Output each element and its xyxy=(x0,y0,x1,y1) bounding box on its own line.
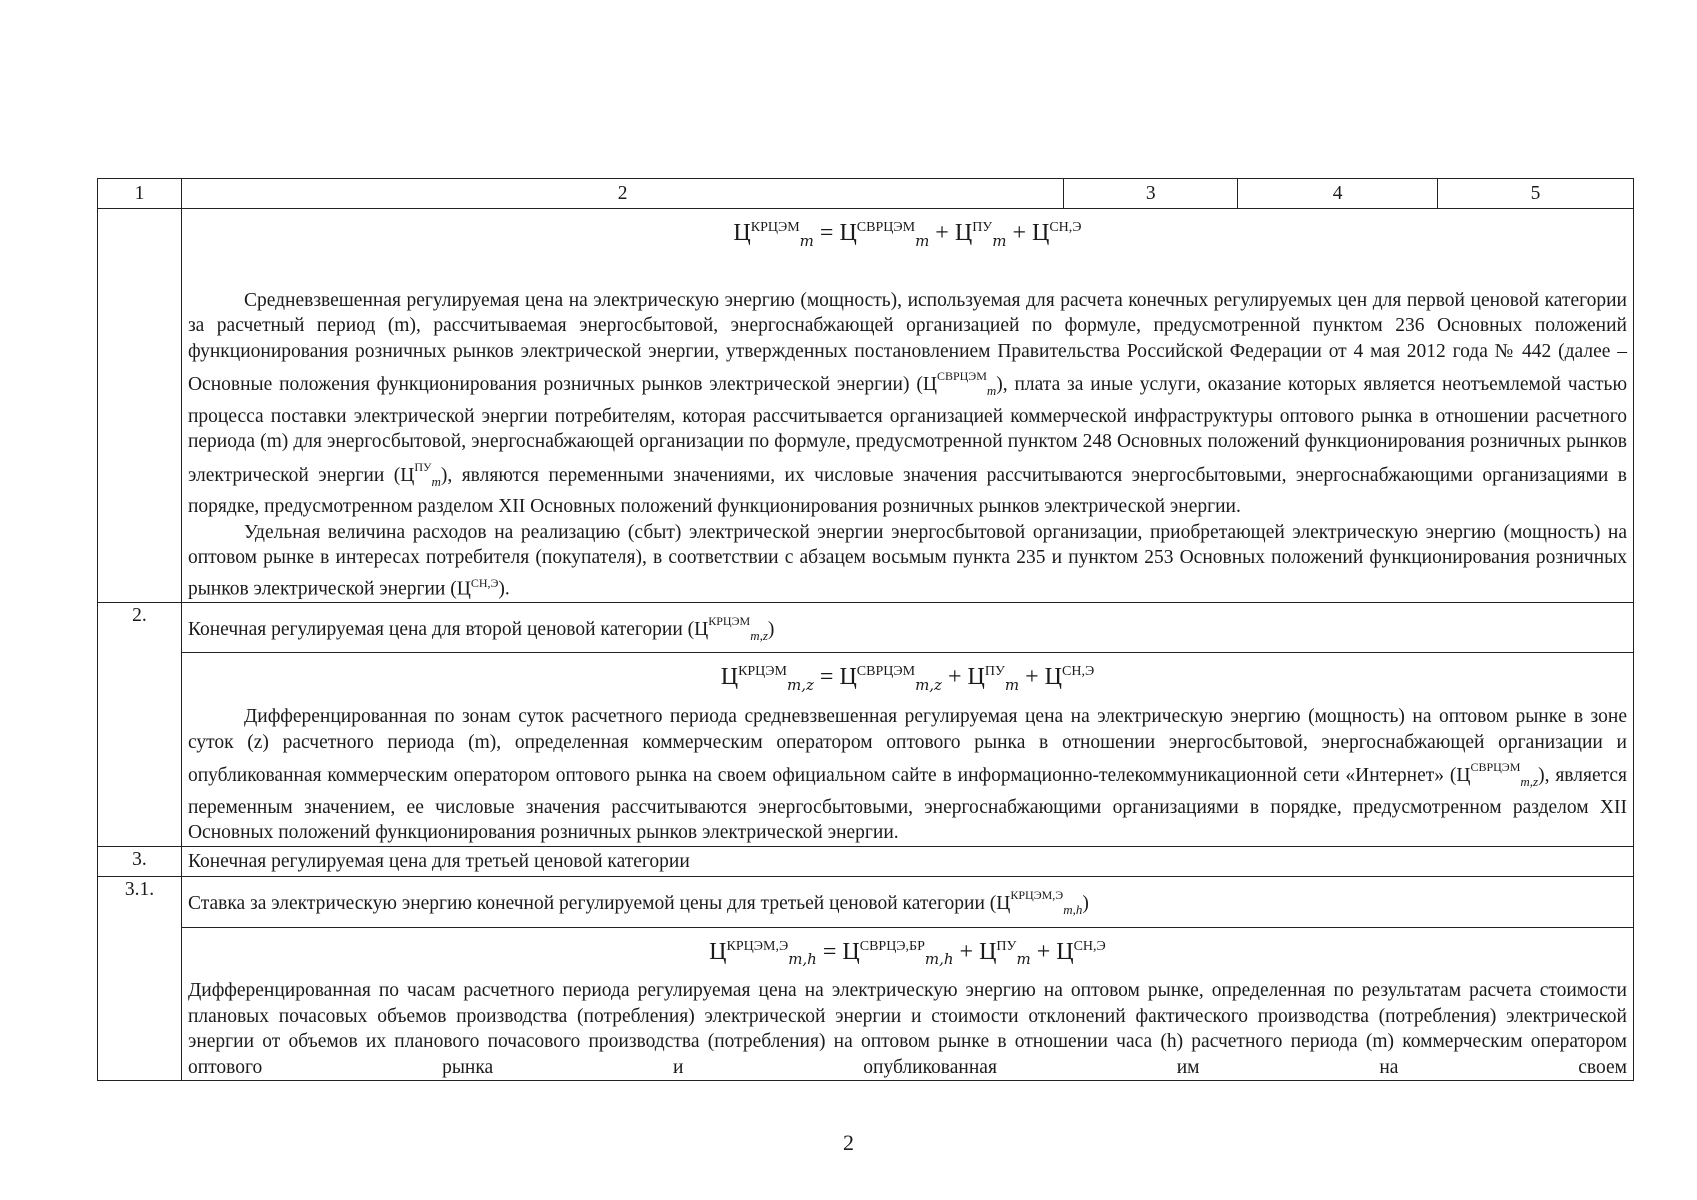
row-1-continuation xyxy=(98,209,1634,603)
page-number: 2 xyxy=(843,1130,854,1155)
row-2-number: 2. xyxy=(98,602,182,846)
row-3-1-title-cell: Ставка за электрическую энергию конечной регулируемой цены для третьей ценовой категории $(Ц^{КРЦЭМ,Э}_{m,h})$ xyxy=(181,877,1633,928)
row-3-1-paragraph: Дифференцированная по часам расчетного периода регулируемая цена на электрическую энергию на оптовом рынке, определенная по результатам расчета стоимости плановых почасовых объемов производства (потребления) электрической энергии и стоимости отклонений фактического производства (потребления) электрической энергии от объемов их планового почасового производства (потребления) на оптовом рынке в отношении часа (h) расчетного периода (m) коммерческим оператором оптового рынка и опубликованная им на своем xyxy=(187,980,1627,1078)
symbol-pu: $(Ц^{ПУ}_m)$ xyxy=(393,459,448,489)
row-1-paragraph-2: Удельная величина расходов на реализацию (сбыт) электрической энергии энергосбытовой организации, приобретающей электрическую энергию (мощность) на оптовом рынке в интересах потребителя (покупателя), в соответствии с абзацем восьмым пункта 235 и пунктом 253 Основных положений функционирования розничных рынков электрической энергии $(Ц^{СН,Э})$. xyxy=(187,521,1627,600)
header-col-5: 5 xyxy=(1438,179,1634,209)
row-3-1-body xyxy=(98,927,1634,1081)
row-2-title-cell: Конечная регулируемая цена для второй ценовой категории $(Ц^{КРЦЭМ}_{m,z})$ xyxy=(181,602,1633,653)
symbol-svrcem: $(Ц^{СВРЦЭМ}_m)$ xyxy=(916,369,1003,399)
header-row xyxy=(98,179,1634,209)
row-3-title: Конечная регулируемая цена для третьей ценовой категории xyxy=(181,846,1633,877)
row-1-number xyxy=(98,209,182,603)
row-2-body xyxy=(98,653,1634,846)
formula-third-category: $Ц^{КРЦЭМ,Э}_{m,h} = Ц^{СВРЦЭ,БР}_{m,h} + Ц^{ПУ}_m + Ц^{СН,Э}$ xyxy=(709,938,1106,969)
header-col-4: 4 xyxy=(1238,179,1438,209)
row-1-content xyxy=(181,209,1633,603)
formula-second-category: $Ц^{КРЦЭМ}_{m,z} = Ц^{СВРЦЭМ}_{m,z} + Ц^{ПУ}_m + Ц^{СН,Э}$ xyxy=(720,664,1095,695)
formula-first-category: $Ц^{КРЦЭМ}_m = Ц^{СВРЦЭМ}_m + Ц^{ПУ}_m + Ц^{СН,Э}$ xyxy=(733,220,1082,250)
row-3-1-title xyxy=(98,877,1634,928)
row-3-1-number: 3.1. xyxy=(98,877,182,1081)
row-2-title xyxy=(98,602,1634,653)
row-3 xyxy=(98,846,1634,877)
row-2-paragraph: Дифференцированная по зонам суток расчетного периода средневзвешенная регулируемая цена на электрическую энергию (мощность) на оптовом рынке в зоне суток (z) расчетного периода (m), определенная коммерческим оператором оптового рынка в отношении энергосбытовой, энергоснабжающей организации и опубликованная коммерческим оператором оптового рынка на своем официальном сайте в информационно-телекоммуникационной сети «Интернет» $(Ц^{СВРЦЭМ}_{m,z})$, является переменным значением, ее числовые значения рассчитываются энергосбытовыми, энергоснабжающими организациями в порядке, предусмотренном разделом XII Основных положений функционирования розничных рынков электрической энергии. xyxy=(187,706,1627,844)
header-col-1: 1 xyxy=(98,179,182,209)
header-col-3: 3 xyxy=(1064,179,1238,209)
tariff-table xyxy=(97,178,1634,1081)
row-2-content xyxy=(181,653,1633,846)
row-1-paragraph-1: Средневзвешенная регулируемая цена на электрическую энергию (мощность), используемая для расчета конечных регулируемых цен для первой ценовой категории за расчетный период (m), рассчитываемая энергосбытовой, энергоснабжающей организацией по формуле, предусмотренной пунктом 236 Основных положений функционирования розничных рынков электрической энергии, утвержденных постановлением Правительства Российской Федерации от 4 мая 2012 года № 442 (далее – Основные положения функционирования розничных рынков электрической энергии) $(Ц^{СВРЦЭМ}_m)$, плата за иные услуги, оказание которых является неотъемлемой частью процесса поставки электрической энергии потребителям, которая рассчитывается организацией коммерческой инфраструктуры оптового рынка в отношении расчетного периода (m) для энергосбытовой, энергоснабжающей организации по формуле, предусмотренной пунктом 248 Основных положений функционирования розничных рынков электрической энергии $(Ц^{ПУ}_m)$, являются переменными значениями, их числовые значения рассчитываются энергосбытовыми, энергоснабжающими организациями в порядке, предусмотренном разделом XII Основных положений функционирования розничных рынков электрической энергии. xyxy=(187,289,1628,518)
row-3-1-content xyxy=(181,927,1633,1081)
row-3-number: 3. xyxy=(98,846,182,877)
header-col-2: 2 xyxy=(181,179,1063,209)
